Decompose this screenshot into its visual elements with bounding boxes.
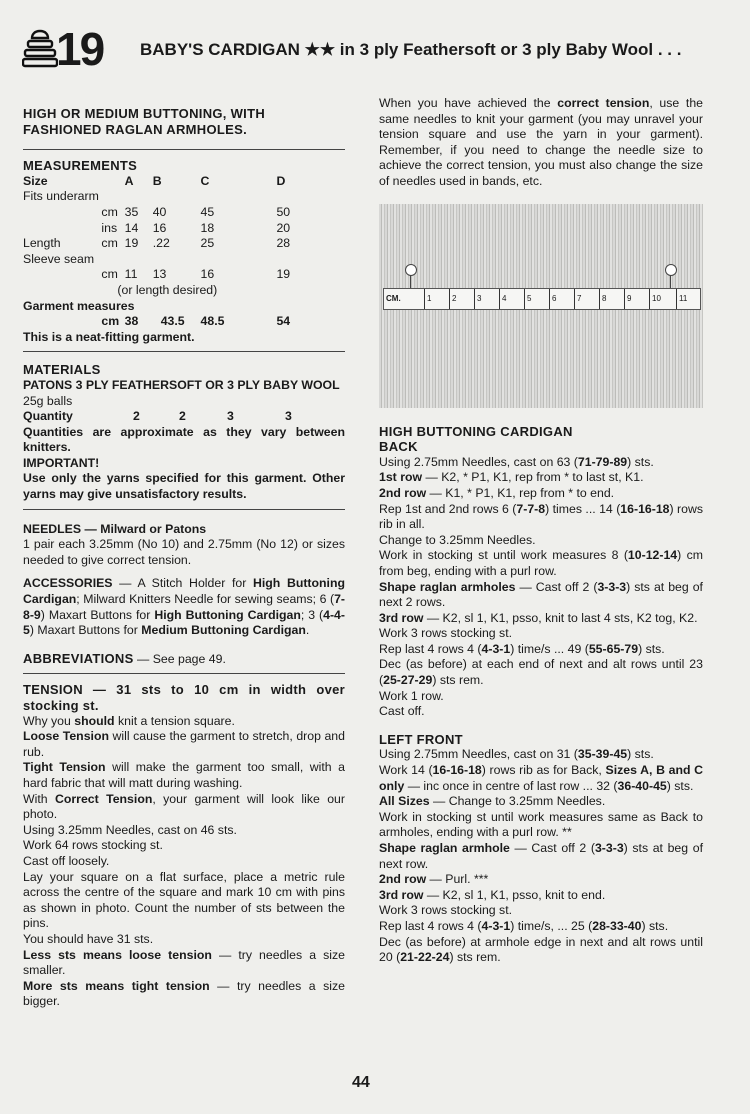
ruler-tick: 11 [676, 289, 687, 309]
pin-icon [405, 264, 417, 276]
page-number: 44 [352, 1074, 370, 1091]
ruler-tick: 10 [649, 289, 661, 309]
instruction: Work in stocking st until work measures 8 (10-12-14) cm from beg, ending with a purl row. [379, 548, 703, 578]
back-heading: BACK [379, 439, 418, 455]
measure-row: Length cm 19 .22 25 28 [23, 236, 291, 251]
instruction: 1st row — K2, * P1, K1, rep from * to last st, K1. [379, 470, 644, 485]
measure-row: cm 11 13 16 19 [101, 267, 291, 282]
instruction: Work 1 row. [379, 688, 444, 703]
instruction: Using 2.75mm Needles, cast on 31 (35-39-45) sts. [379, 747, 654, 762]
or-length-note: (or length desired) [117, 282, 218, 297]
garment-measures-label: Garment measures [23, 298, 135, 313]
instruction: Rep last 4 rows 4 (4-3-1) time/s ... 49 (55-65-79) sts. [379, 641, 665, 656]
tension-square-photo [379, 204, 703, 408]
pattern-number: 19 [56, 23, 104, 75]
ruler-tick: 8 [599, 289, 606, 309]
quantities-note: Quantities are approximate as they vary between knitters. [23, 424, 345, 455]
ruler-tick: 5 [524, 289, 531, 309]
left-front-heading: LEFT FRONT [379, 731, 463, 747]
instruction: Shape raglan armhole — Cast off 2 (3-3-3) sts at beg of next row. [379, 841, 703, 871]
fits-underarm-label: Fits underarm [23, 189, 99, 204]
measure-row: ins 14 16 18 20 [101, 220, 291, 235]
instruction: Using 2.75mm Needles, cast on 63 (71-79-89) sts. [379, 454, 654, 469]
left-column [23, 104, 345, 1010]
tension-work: Work 64 rows stocking st. [23, 838, 163, 853]
instruction: Work 14 (16-16-18) rows rib as for Back, Sizes A, B and C only — inc once in centre of last row ... 32 (36-40-45) sts. [379, 763, 704, 793]
tension-correct: With Correct Tension, your garment will look like our photo. [23, 791, 345, 822]
tension-measure: Lay your square on a flat surface, place a metric rule across the centre of the square and mark 10 cm with pins as shown in photo. Count the number of sts between the pins. [23, 869, 345, 931]
tension-why: Why you should knit a tension square. [23, 713, 235, 728]
instruction: Rep 1st and 2nd rows 6 (7-7-8) times ... 14 (16-16-18) rows rib in all. [379, 501, 704, 532]
tension-more: More sts means tight tension — try needles a size bigger. [23, 978, 345, 1009]
needles-text: 1 pair each 3.25mm (No 10) and 2.75mm (No 12) or sizes needed to give correct tension. [23, 537, 345, 567]
ruler-tick: 1 [424, 289, 431, 309]
accessories-text: ACCESSORIES — A Stitch Holder for High Buttoning Cardigan; Milward Knitters Needle for sewing seams; 6 (7-8-9) Maxart Buttons for High Buttoning Cardigan; 3 (4-4-5) Maxart Buttons for Medium Buttoning Cardigan. [23, 576, 345, 638]
tension-tight: Tight Tension will make the garment too small, with a hard fabric that will matt during washing. [23, 760, 345, 790]
measure-row: cm 38 43.5 48.5 54 [101, 314, 291, 329]
abbreviations: ABBREVIATIONS — See page 49. [23, 650, 226, 666]
ruler-tick: 7 [574, 289, 581, 309]
instruction: Cast off. [379, 704, 425, 719]
pin-icon [665, 264, 677, 276]
ruler-label: CM. [386, 293, 401, 303]
tension-loose: Loose Tension will cause the garment to stretch, drop and rub. [23, 729, 345, 759]
materials-heading: MATERIALS [23, 362, 101, 378]
high-buttoning-heading: HIGH BUTTONING CARDIGAN [379, 423, 573, 439]
correct-tension-note: When you have achieved the correct tension, use the same needles to knit your garment (you may unravel your tension square and use the yarn in your garment). Remember, if you need to change the needle size to achieve the correct tension, you must also change the size of needles used in bands, etc. [379, 96, 704, 188]
divider [23, 351, 345, 352]
important-text: Use only the yarns specified for this garment. Other yarns may give unsatisfactory results. [23, 471, 345, 502]
ruler-tick: 6 [549, 289, 556, 309]
metric-ruler [383, 288, 701, 310]
right-column [379, 96, 703, 966]
size-d: D [276, 173, 286, 188]
instruction: Rep last 4 rows 4 (4-3-1) time/s, ... 25 (28-33-40) sts. [379, 918, 669, 933]
needles-heading: NEEDLES — Milward or Patons [23, 521, 207, 536]
ruler-tick: 9 [624, 289, 631, 309]
neat-fitting-note: This is a neat-fitting garment. [23, 329, 195, 344]
important-heading: IMPORTANT! [23, 455, 100, 470]
instruction: 2nd row — K1, * P1, K1, rep from * to end. [379, 485, 615, 500]
measurements-heading: MEASUREMENTS [23, 158, 138, 174]
divider [23, 509, 345, 510]
page-header [22, 23, 732, 84]
materials-yarn: PATONS 3 PLY FEATHERSOFT OR 3 PLY BABY WOOL 25g balls [23, 377, 340, 408]
pattern-title: BABY'S CARDIGAN ★★ in 3 ply Feathersoft or 3 ply Baby Wool . . . [140, 40, 682, 59]
instruction: Work 3 rows stocking st. [379, 903, 513, 918]
instruction: All Sizes — Change to 3.25mm Needles. [379, 794, 606, 809]
instruction: 2nd row — Purl. *** [379, 872, 489, 887]
instruction: Work in stocking st until work measures same as Back to armholes, ending with a purl row. ** [379, 809, 703, 840]
instruction: Dec (as before) at armhole edge in next and alt rows until 20 (21-22-24) sts rem. [379, 934, 703, 965]
divider [23, 149, 345, 150]
instruction: Shape raglan armholes — Cast off 2 (3-3-3) sts at beg of next 2 rows. [379, 579, 703, 610]
tension-heading: TENSION — 31 sts to 10 cm in width over stocking st. [23, 682, 345, 713]
divider [23, 673, 345, 674]
size-b: B [152, 173, 162, 188]
instruction: 3rd row — K2, sl 1, K1, psso, knit to last 4 sts, K2 tog, K2. [379, 610, 698, 625]
size-c: C [200, 173, 210, 188]
ruler-tick: 3 [474, 289, 481, 309]
measurements-table [23, 174, 345, 330]
skill-level-hive-icon [22, 28, 58, 68]
intro-heading: HIGH OR MEDIUM BUTTONING, WITH FASHIONED RAGLAN ARMHOLES. [23, 106, 266, 137]
tension-cast-off: Cast off loosely. [23, 853, 110, 868]
instruction: Dec (as before) at each end of next and alt rows until 23 (25-27-29) sts rem. [379, 657, 703, 688]
ruler-tick: 4 [499, 289, 506, 309]
tension-less: Less sts means loose tension — try needles a size smaller. [23, 947, 345, 978]
ruler-tick: 2 [449, 289, 456, 309]
tension-should-have: You should have 31 sts. [23, 931, 154, 946]
size-a: A [124, 173, 134, 188]
instruction: Change to 3.25mm Needles. [379, 532, 536, 547]
tension-cast-on: Using 3.25mm Needles, cast on 46 sts. [23, 822, 237, 837]
sleeve-seam-label: Sleeve seam [23, 251, 95, 266]
measure-row: cm 35 40 45 50 [101, 204, 291, 219]
instruction: 3rd row — K2, sl 1, K1, psso, knit to end. [379, 887, 606, 902]
quantity-row: Quantity 2 2 3 3 [23, 409, 292, 424]
instruction: Work 3 rows stocking st. [379, 626, 513, 641]
size-label: Size [23, 173, 48, 188]
